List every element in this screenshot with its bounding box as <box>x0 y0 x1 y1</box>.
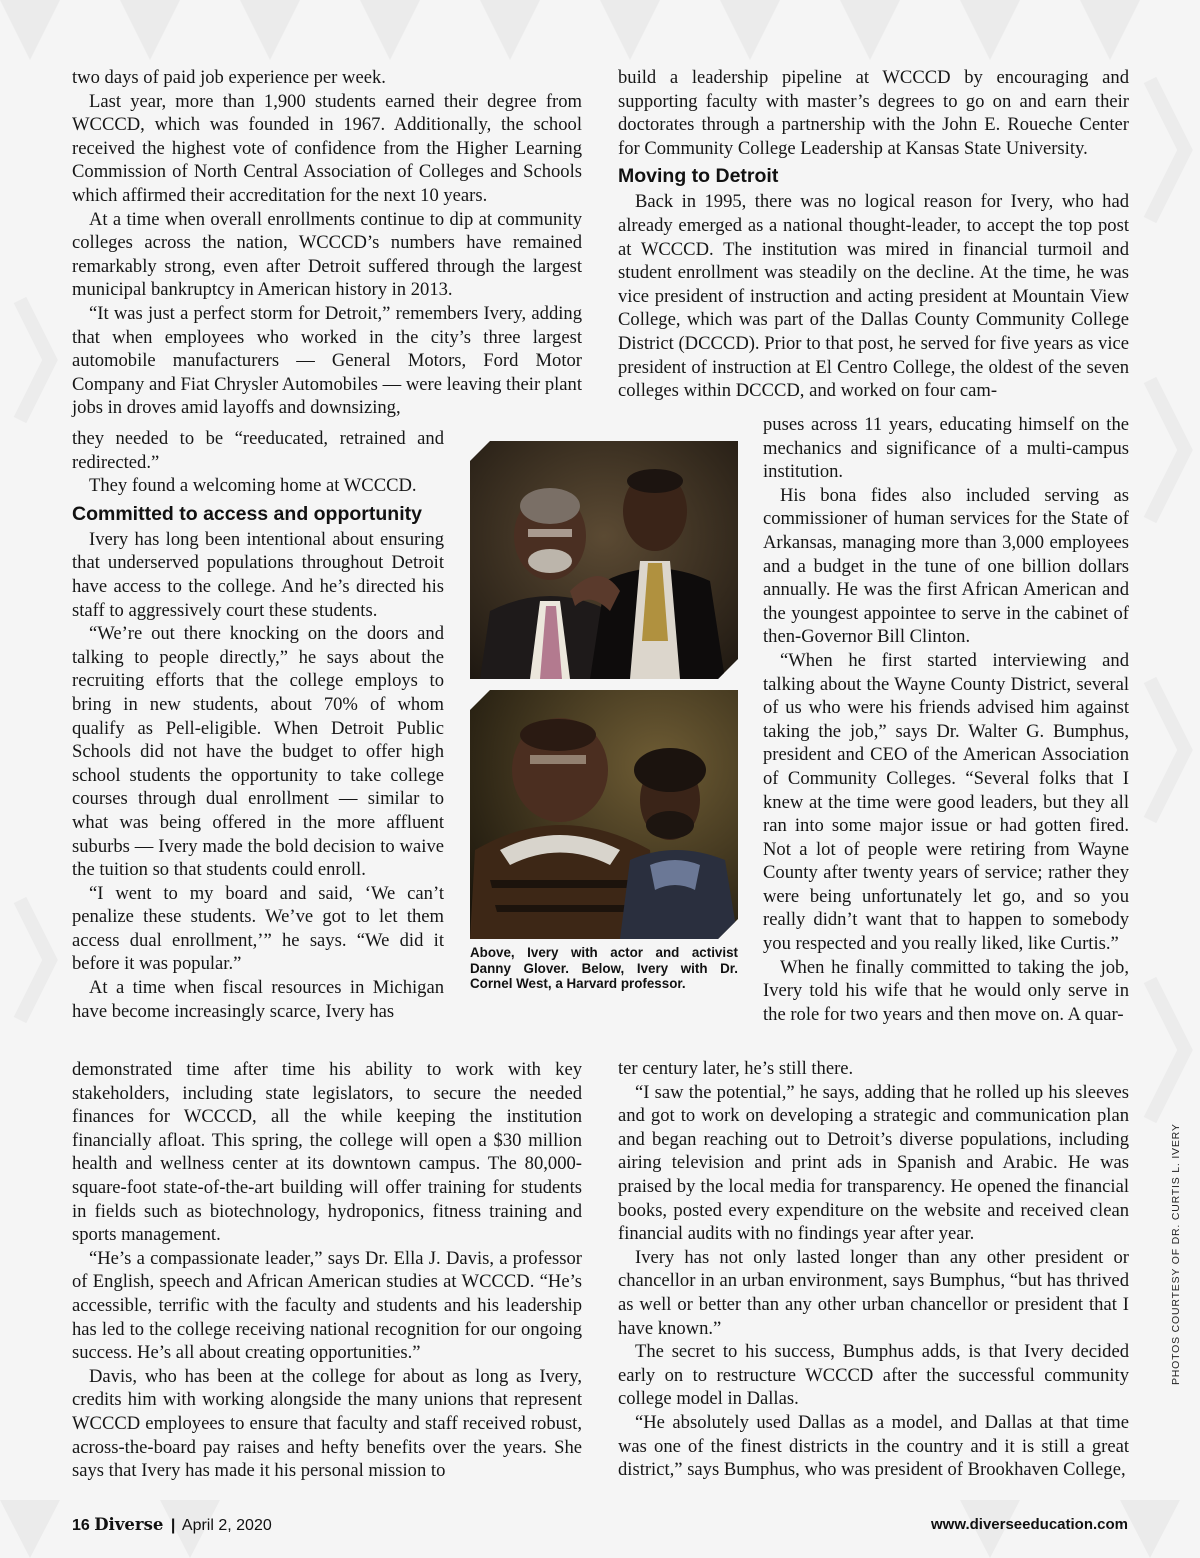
right-column-narrow <box>763 413 1129 1026</box>
paragraph: “He absolutely used Dallas as a model, and Dallas at that time was one of the finest districts in the country and it is still a great district,” says Bumphus, who was president of Brookhaven College, <box>618 1411 1129 1481</box>
paragraph: “When he first started interviewing and talking about the Wayne County District, several of us who were his friends advised him against taking the job,” says Dr. Walter G. Bumphus, president and CEO of the American Association of Community Colleges. “Several folks that I knew at the time were good leaders, but they all ran into some major issue or had gotten fired. Not a lot of people were retiring from Wayne County after twenty years of service; rather they were being unfortunately let go, and so you really didn’t want that to happen to somebody you respected and you really liked, like Curtis.” <box>763 649 1129 955</box>
right-column-top <box>618 66 1129 403</box>
paragraph: Back in 1995, there was no logical reason for Ivery, who had already emerged as a national thought-leader, to accept the top post at WCCCD. The institution was mired in financial turmoil and student enrollment was steadily on the decline. At the time, he was vice president of instruction and acting president at Mountain View College, which was part of the Dallas County Community College District (DCCCD). Prior to that post, he served for five years as vice president of instruction at El Centro College, the oldest of the seven colleges within DCCCD, and worked on four cam- <box>618 191 1129 402</box>
paragraph: His bona fides also included serving as commissioner of human services for the State of Arkansas, managing more than 3,000 employees and a budget in the tune of one billion dollars annually. He was the first African American and the youngest appointee to serve in the cabinet of then-Governor Bill Clinton. <box>763 484 1129 648</box>
paragraph: build a leadership pipeline at WCCCD by encouraging and supporting faculty with master’s degrees to go on and earn their doctorates through a partnership with the John E. Roueche Center for Community College Leadership at Kansas State University. <box>618 67 1129 159</box>
magazine-name: Diverse <box>94 1515 164 1534</box>
photo-ivery-glover <box>470 441 738 679</box>
left-column-top <box>72 66 582 420</box>
paragraph: “It was just a perfect storm for Detroit,” remembers Ivery, adding that when employees who worked in the city’s three largest automobile manufacturers — General Motors, Ford Motor Company and Fiat Chrysler Automobiles — were leaving their plant jobs in droves amid layoffs and downsizing, <box>72 302 582 419</box>
paragraph: Ivery has long been intentional about ensuring that underserved populations throughout Detroit have access to the college. And he’s directed his staff to aggressively court these students. <box>72 528 444 621</box>
left-column-bottom <box>72 1058 582 1483</box>
paragraph: At a time when overall enrollments continue to dip at community colleges across the nation, WCCCD’s numbers have remained remarkably strong, even after Detroit suffered through the largest municipal bankruptcy in American history in 2013. <box>72 208 582 301</box>
paragraph: At a time when fiscal resources in Michigan have become increasingly scarce, Ivery has <box>72 977 444 1022</box>
left-column-narrow <box>72 427 444 1023</box>
photo-caption: Above, Ivery with actor and activist Danny Glover. Below, Ivery with Dr. Cornel West, a Harvard professor. <box>470 945 738 992</box>
footer-folio <box>72 1515 272 1535</box>
paragraph: “I went to my board and said, ‘We can’t penalize these students. We’ve got to let them access dual enrollment,’” he says. “We did it before it was popular.” <box>72 882 444 975</box>
section-heading-detroit: Moving to Detroit <box>618 165 779 188</box>
paragraph: ter century later, he’s still there. <box>618 1058 854 1079</box>
website-url[interactable]: www.diverseeducation.com <box>931 1516 1128 1533</box>
paragraph: they needed to be “reeducated, retrained and redirected.” <box>72 428 444 473</box>
paragraph: “We’re out there knocking on the doors and talking to people directly,” he says about the recruiting efforts that the college employs to bring in new students, about 70% of whom qualify as Pell-eligible. When Detroit Public Schools did not have the budget to offer high school students the opportunity to take college courses through dual enrollment — similar to what was being offered in the more affluent suburbs — Ivery made the bold decision to waive the tuition so that students could enroll. <box>72 623 444 881</box>
paragraph: demonstrated time after time his ability to work with key stakeholders, including state legislators, to secure the needed finances for WCCCD, all the while keeping the institution financially afloat. This spring, the college will open a $30 million health and wellness center at its downtown campus. The 80,000-square-foot state-of-the-art building will offer training for students in fields such as biotechnology, hydroponics, fitness training and sports management. <box>72 1059 582 1246</box>
page-number: 16 <box>72 1517 90 1534</box>
section-heading-access: Committed to access and opportunity <box>72 502 422 525</box>
paragraph: The secret to his success, Bumphus adds, is that Ivery decided early on to restructure WCCCD after the successful community college model in Dallas. <box>618 1341 1129 1410</box>
footer-separator: | <box>170 1517 176 1534</box>
paragraph: puses across 11 years, educating himself on the mechanics and significance of a multi-campus institution. <box>763 414 1129 483</box>
paragraph: Davis, who has been at the college for about as long as Ivery, credits him with working alongside the many unions that represent WCCCD employees to ensure that faculty and staff received robust, across-the-board pay raises and hefty benefits over the years. She says that Ivery has made it his personal mission to <box>72 1365 582 1482</box>
paragraph: Ivery has not only lasted longer than any other president or chancellor in an urban environment, says Bumphus, “but has thrived as well or better than any other urban chancellor or president that I have known.” <box>618 1246 1129 1339</box>
paragraph: They found a welcoming home at WCCCD. <box>89 475 417 497</box>
paragraph: Last year, more than 1,900 students earned their degree from WCCCD, which was founded in 1967. Additionally, the school received the highest vote of confidence from the Higher Learning Commission of North Central Association of Colleges and Schools which affirmed their accreditation for the next 10 years. <box>72 90 582 206</box>
paragraph: two days of paid job experience per week. <box>72 67 386 88</box>
paragraph: When he finally committed to taking the job, Ivery told his wife that he would only serve in the role for two years and then move on. A quar- <box>763 956 1129 1025</box>
issue-date: April 2, 2020 <box>181 1517 272 1534</box>
photo-ivery-west <box>470 690 738 939</box>
paragraph: “I saw the potential,” he says, adding that he rolled up his sleeves and got to work on developing a strategic and communication plan and began reaching out to Detroit’s diverse populations, including airing television and print ads in Spanish and Arabic. He was praised by the local media for transparency. He opened the financial books, posted every expenditure on the website and received clean financial audits with no findings year after year. <box>618 1081 1129 1245</box>
paragraph: “He’s a compassionate leader,” says Dr. Ella J. Davis, a professor of English, speech and African American studies at WCCCD. “He’s accessible, terrific with the faculty and students and his leadership has led to the college receiving national recognition for our ongoing success. He’s all about creating opportunities.” <box>72 1247 582 1364</box>
right-column-bottom <box>618 1057 1129 1482</box>
